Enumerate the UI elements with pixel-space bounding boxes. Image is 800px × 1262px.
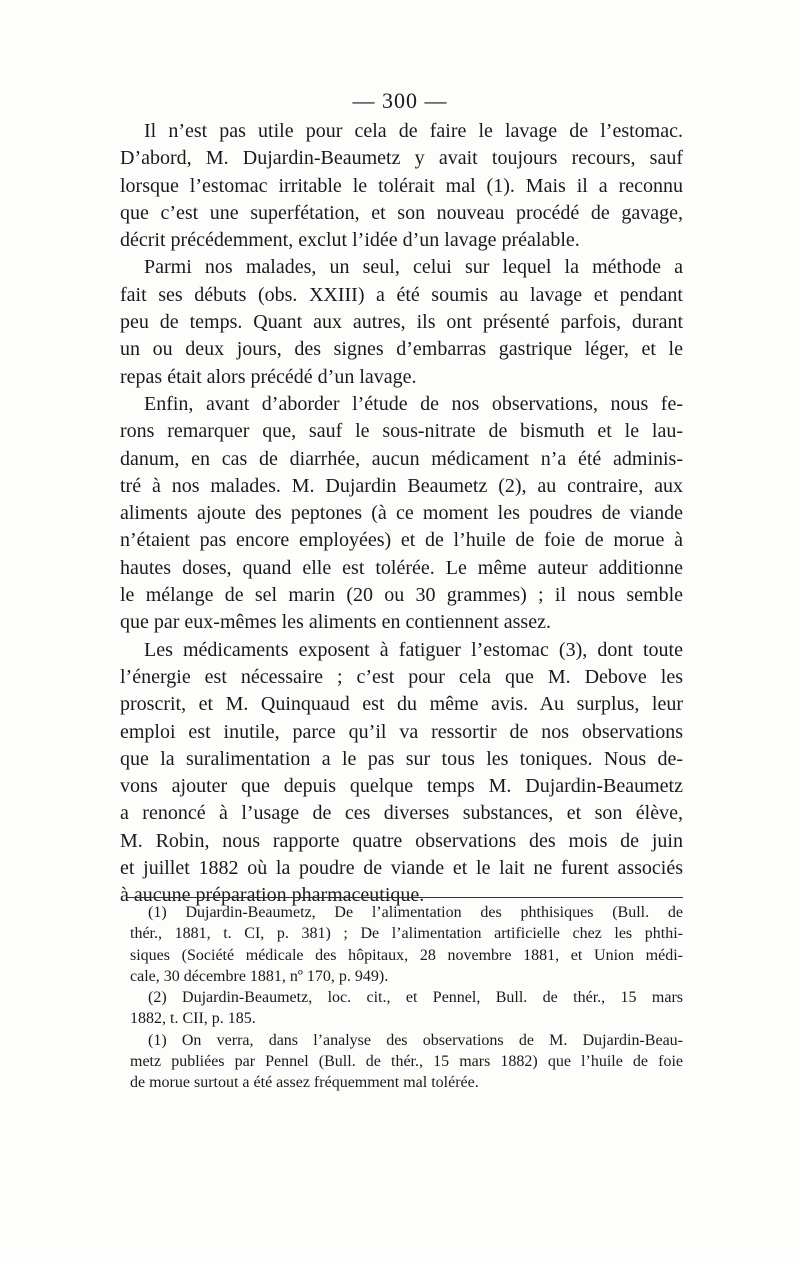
text-line: tré à nos malades. M. Dujardin Beaumetz (2), au contraire, aux bbox=[120, 474, 683, 497]
footnote-divider bbox=[127, 897, 683, 898]
footnote-line: 1882, t. CII, p. 185. bbox=[130, 1010, 256, 1028]
text-line: le mélange de sel marin (20 ou 30 grammes) ; il nous semble bbox=[120, 584, 683, 607]
text-line: proscrit, et M. Quinquaud est du même avis. Au surplus, leur bbox=[120, 693, 683, 716]
text-line: Il n’est pas utile pour cela de faire le lavage de l’estomac. bbox=[144, 120, 683, 142]
footnotes bbox=[130, 902, 683, 1094]
text-line: aliments ajoute des peptones (à ce moment les poudres de viande bbox=[120, 502, 683, 525]
text-line: n’étaient pas encore employées) et de l’huile de foie de morue à bbox=[120, 529, 683, 552]
footnote-line: (1) Dujardin-Beaumetz, De l’alimentation des phthisiques (Bull. de bbox=[148, 904, 683, 921]
body-text bbox=[120, 118, 683, 910]
text-line: hautes doses, quand elle est tolérée. Le même auteur additionne bbox=[120, 556, 683, 579]
text-line: M. Robin, nous rapporte quatre observations des mois de juin bbox=[120, 829, 683, 852]
text-line: repas était alors précédé d’un lavage. bbox=[120, 365, 417, 388]
text-line: fait ses débuts (obs. XXIII) a été soumis au lavage et pendant bbox=[120, 283, 683, 306]
text-line: lorsque l’estomac irritable le tolérait mal (1). Mais il a reconnu bbox=[120, 174, 683, 197]
text-line: que par eux-mêmes les aliments en contiennent assez. bbox=[120, 611, 551, 634]
text-line: danum, en cas de diarrhée, aucun médicament n’a été adminis- bbox=[120, 447, 683, 470]
footnote-line: metz publiées par Pennel (Bull. de thér., 15 mars 1882) que l’huile de foie bbox=[130, 1053, 683, 1071]
footnote-line: thér., 1881, t. CI, p. 381) ; De l’alimentation artificielle chez les phthi- bbox=[130, 925, 683, 943]
text-line: Parmi nos malades, un seul, celui sur lequel la méthode a bbox=[144, 256, 683, 279]
text-line: emploi est inutile, parce qu’il va ressortir de nos observations bbox=[120, 720, 683, 743]
footnote-line: siques (Société médicale des hôpitaux, 28 novembre 1881, et Union médi- bbox=[130, 946, 683, 964]
text-line: a renoncé à l’usage de ces diverses substances, et son élève, bbox=[120, 802, 683, 825]
text-line: D’abord, M. Dujardin-Beaumetz y avait toujours recours, sauf bbox=[120, 147, 683, 170]
text-line: Enfin, avant d’aborder l’étude de nos observations, nous fe- bbox=[144, 392, 683, 415]
text-line: et juillet 1882 où la poudre de viande et le lait ne furent associés bbox=[120, 857, 683, 880]
text-line: que la suralimentation a le pas sur tous les toniques. Nous de- bbox=[120, 747, 683, 770]
text-line: l’énergie est nécessaire ; c’est pour cela que M. Debove les bbox=[120, 665, 683, 688]
footnote-line: (2) Dujardin-Beaumetz, loc. cit., et Pennel, Bull. de thér., 15 mars bbox=[148, 989, 683, 1007]
text-line: Les médicaments exposent à fatiguer l’estomac (3), dont toute bbox=[144, 638, 683, 661]
text-line: peu de temps. Quant aux autres, ils ont présenté parfois, durant bbox=[120, 311, 683, 334]
text-line: que c’est une superfétation, et son nouveau procédé de gavage, bbox=[120, 201, 683, 224]
footnote-line: (1) On verra, dans l’analyse des observations de M. Dujardin-Beau- bbox=[148, 1031, 683, 1049]
page-number: — 300 — bbox=[352, 88, 448, 113]
text-line: vons ajouter que depuis quelque temps M. Dujardin-Beaumetz bbox=[120, 775, 683, 798]
text-line: un ou deux jours, des signes d’embarras gastrique léger, et le bbox=[120, 338, 683, 361]
footnote-line: de morue surtout a été assez fréquemment mal tolérée. bbox=[130, 1074, 479, 1092]
text-line: décrit précédemment, exclut l’idée d’un lavage préalable. bbox=[120, 229, 580, 252]
text-line: rons remarquer que, sauf le sous-nitrate de bismuth et le lau- bbox=[120, 420, 683, 443]
footnote-line: cale, 30 décembre 1881, nº 170, p. 949). bbox=[130, 967, 389, 985]
text-line: à aucune préparation pharmaceutique. bbox=[120, 884, 425, 907]
